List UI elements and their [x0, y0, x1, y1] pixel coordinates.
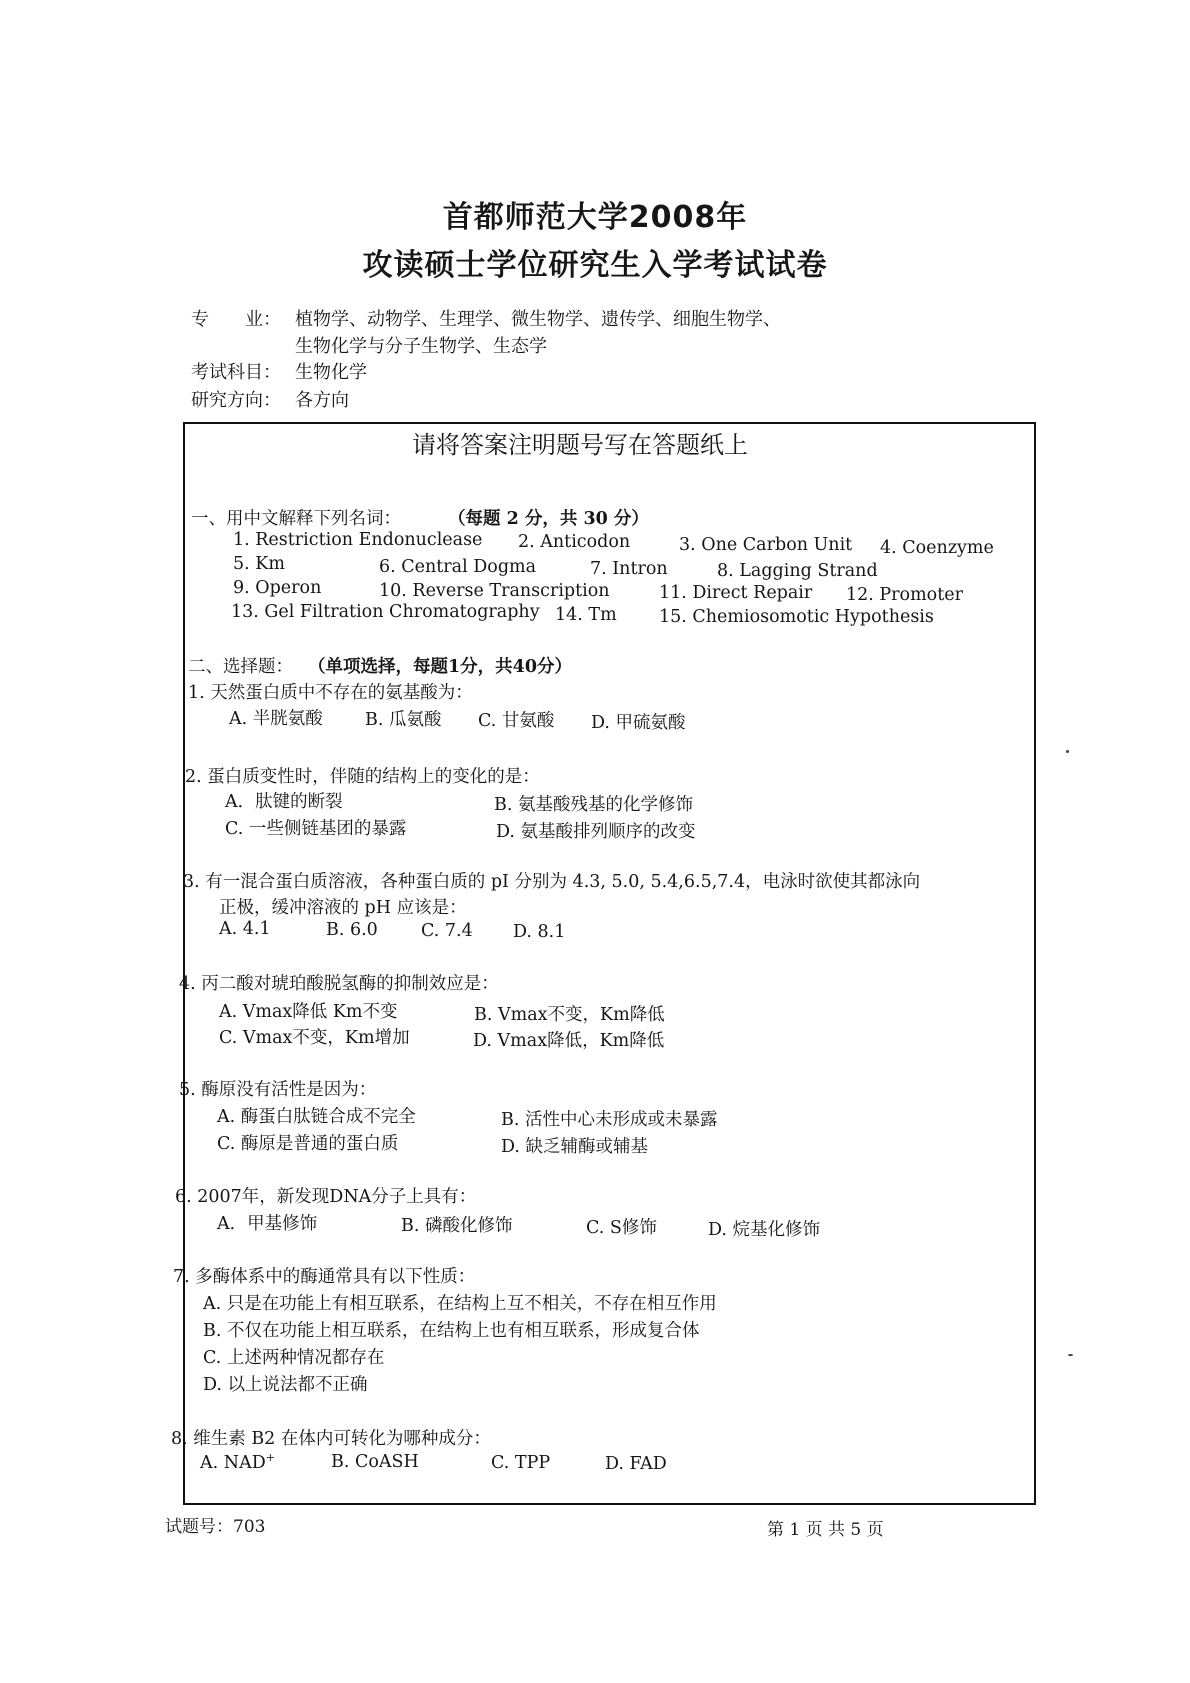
q1-option-a: A. 半胱氨酸: [229, 709, 323, 729]
q7-option-c: C. 上述两种情况都存在: [203, 1348, 385, 1368]
q6-option-d: D. 烷基化修饰: [708, 1220, 821, 1240]
q7-stem: 7. 多酶体系中的酶通常具有以下性质：: [173, 1267, 476, 1287]
term-4: 4. Coenzyme: [880, 538, 994, 558]
q3-option-d: D. 8.1: [513, 922, 566, 942]
q1-option-b: B. 瓜氨酸: [365, 710, 442, 730]
q5-option-c: C. 酶原是普通的蛋白质: [217, 1134, 399, 1154]
exam-title-line1: 首都师范大学2008年: [442, 200, 748, 235]
direction-value: 各方向: [295, 390, 349, 411]
term-1: 1. Restriction Endonuclease: [233, 530, 483, 550]
q2-option-d: D. 氨基酸排列顺序的改变: [496, 822, 696, 842]
q8-stem: 8. 维生素 B2 在体内可转化为哪种成分：: [171, 1429, 491, 1449]
scan-speck: [1068, 1354, 1073, 1356]
q1-option-c: C. 甘氨酸: [478, 711, 555, 731]
subject-value: 生物化学: [295, 362, 367, 383]
q4-option-c: C. Vmax不变，Km增加: [219, 1028, 410, 1048]
q3-option-b: B. 6.0: [326, 920, 378, 940]
q3-stem-line2: 正极，缓冲溶液的 pH 应该是：: [219, 898, 467, 918]
exam-title-line2: 攻读硕士学位研究生入学考试试卷: [362, 248, 828, 283]
q8-option-a-text: A. NAD: [200, 1452, 266, 1473]
section2-title: 二、选择题：: [188, 657, 293, 677]
q8-option-d: D. FAD: [605, 1454, 667, 1474]
q7-option-b: B. 不仅在功能上相互联系，在结构上也有相互联系，形成复合体: [203, 1321, 700, 1341]
term-11: 11. Direct Repair: [659, 583, 813, 603]
q4-stem: 4. 丙二酸对琥珀酸脱氢酶的抑制效应是：: [179, 974, 499, 994]
q4-option-d: D. Vmax降低，Km降低: [473, 1031, 665, 1051]
term-7: 7. Intron: [590, 559, 668, 579]
term-12: 12. Promoter: [846, 585, 963, 605]
q6-option-c: C. S修饰: [586, 1218, 657, 1238]
major-line2: 生物化学与分子生物学、生态学: [295, 336, 547, 357]
term-13: 13. Gel Filtration Chromatography: [231, 602, 540, 622]
q8-option-b: B. CoASH: [331, 1452, 419, 1472]
q2-option-c: C. 一些侧链基团的暴露: [225, 819, 407, 839]
subject-label: 考试科目：: [191, 362, 281, 383]
q8-option-a: [200, 1451, 275, 1473]
q6-stem: 6. 2007年，新发现DNA分子上具有：: [175, 1187, 477, 1207]
scan-speck: [1066, 750, 1069, 753]
exam-code: 试题号：703: [165, 1517, 266, 1537]
section2-score: （单项选择，每题1分，共40分）: [308, 657, 573, 677]
term-8: 8. Lagging Strand: [717, 561, 878, 581]
q1-option-d: D. 甲硫氨酸: [591, 713, 686, 733]
term-14: 14. Tm: [555, 605, 617, 625]
q4-option-b: B. Vmax不变，Km降低: [474, 1005, 665, 1025]
q3-option-a: A. 4.1: [219, 919, 271, 939]
q2-option-b: B. 氨基酸残基的化学修饰: [494, 795, 693, 815]
term-9: 9. Operon: [233, 578, 322, 598]
q5-stem: 5. 酶原没有活性是因为：: [179, 1080, 377, 1100]
q6-option-b: B. 磷酸化修饰: [401, 1216, 513, 1236]
q5-option-a: A. 酶蛋白肽链合成不完全: [217, 1107, 416, 1127]
q8-option-c: C. TPP: [491, 1453, 551, 1473]
term-2: 2. Anticodon: [518, 532, 631, 552]
term-3: 3. One Carbon Unit: [679, 535, 853, 555]
direction-label: 研究方向：: [191, 390, 281, 411]
term-5: 5. Km: [233, 554, 285, 574]
answer-notice: 请将答案注明题号写在答题纸上: [412, 431, 748, 459]
q8-option-a-sup: +: [265, 1451, 275, 1464]
q7-option-a: A. 只是在功能上有相互联系，在结构上互不相关，不存在相互作用: [203, 1294, 717, 1314]
q4-option-a: A. Vmax降低 Km不变: [219, 1002, 398, 1022]
q7-option-d: D. 以上说法都不正确: [203, 1375, 368, 1395]
major-line1: 植物学、动物学、生理学、微生物学、遗传学、细胞生物学、: [295, 309, 781, 330]
term-10: 10. Reverse Transcription: [379, 581, 610, 601]
major-label: 专 业：: [191, 309, 281, 330]
q1-stem: 1. 天然蛋白质中不存在的氨基酸为：: [188, 683, 473, 703]
q5-option-d: D. 缺乏辅酶或辅基: [501, 1137, 649, 1157]
q6-option-a: A．甲基修饰: [217, 1214, 318, 1234]
section1-title: 一、用中文解释下列名词：: [191, 509, 401, 529]
term-15: 15. Chemiosomotic Hypothesis: [659, 607, 934, 627]
section1-score: （每题 2 分，共 30 分）: [448, 509, 649, 529]
q2-option-a: A．肽键的断裂: [225, 792, 343, 812]
q5-option-b: B. 活性中心未形成或未暴露: [501, 1110, 718, 1130]
page-number: 第 1 页 共 5 页: [767, 1520, 884, 1540]
q2-stem: 2. 蛋白质变性时，伴随的结构上的变化的是：: [185, 767, 540, 787]
q3-option-c: C. 7.4: [421, 921, 473, 941]
q3-stem: 3. 有一混合蛋白质溶液，各种蛋白质的 pI 分别为 4.3, 5.0, 5.4,6.5,7.4，电泳时欲使其都泳向: [183, 872, 921, 892]
term-6: 6. Central Dogma: [379, 557, 537, 577]
